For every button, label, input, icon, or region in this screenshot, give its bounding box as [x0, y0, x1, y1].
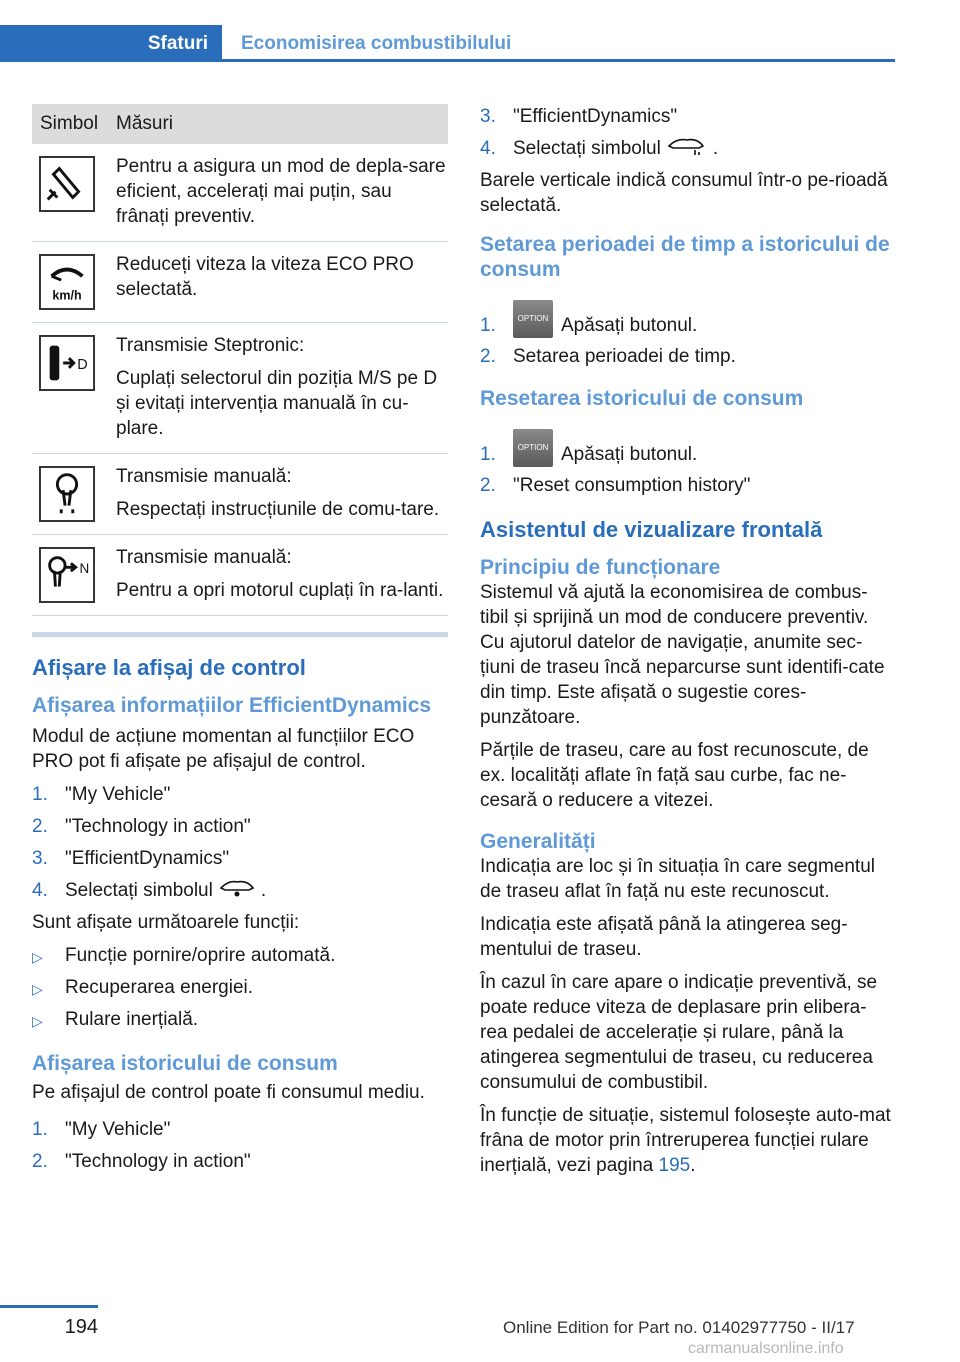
paragraph: Sistemul vă ajută la economisirea de combus-tibil și sprijină un mod de conducere preventiv. Cu ajutorul datelor de navigație, anumite sec-țiuni de traseu încă neparcurse sunt identifi-cate din timp. Este afișată o sugestie cores-punzătoare. — [480, 582, 885, 728]
table-col-measures: Măsuri — [116, 113, 174, 134]
list-item: 4. Selectați simbolul . — [480, 138, 719, 159]
table-row — [32, 323, 448, 454]
heading-principle: Principiu de funcționare — [480, 556, 721, 579]
gear-d-label: D — [77, 356, 88, 373]
list-item: 1. "My Vehicle" — [32, 784, 171, 805]
heading-forward-assistant: Asistentul de vizualizare frontală — [480, 517, 823, 542]
speedometer-icon — [39, 254, 95, 310]
speedometer-icon-label: km/h — [52, 288, 82, 303]
paragraph: Indicația este afișată până la atingerea seg-mentului de traseu. — [480, 914, 848, 960]
option-button-icon: OPTION — [513, 429, 553, 467]
paragraph: Părțile de traseu, care au fost recunoscute, de ex. localități aflate în față sau curbe, fac ne-cesară o reducere a vitezei. — [480, 740, 869, 811]
bullet-triangle-icon: ▷ — [32, 1013, 43, 1029]
car-efficiency-icon — [219, 878, 255, 898]
heading-general: Generalități — [480, 830, 596, 853]
list-item: 1. OPTION Apăsați butonul. — [480, 294, 894, 338]
table-end-rule — [32, 632, 448, 637]
paragraph: Modul de acțiune momentan al funcțiilor ECO PRO pot fi afișate pe afișajul de control. — [32, 726, 415, 772]
table-cell-text: Pentru a opri motorul cuplați în ra-lanti. — [116, 580, 444, 601]
watermark: carmanualsonline.info — [688, 1340, 844, 1357]
list-item: 3. "EfficientDynamics" — [32, 848, 230, 869]
paragraph: Barele verticale indică consumul într-o pe-rioadă selectată. — [480, 170, 888, 216]
list-item: ▷ Recuperarea energiei. — [32, 975, 452, 1007]
left-column — [32, 655, 452, 1181]
foot-pedal-icon — [39, 156, 95, 212]
list-item: 2. Setarea perioadei de timp. — [480, 346, 736, 367]
footer-rule — [0, 1305, 98, 1308]
heading-control-display: Afișare la afișaj de control — [32, 655, 306, 680]
table-cell-text: Transmisie manuală: — [116, 466, 292, 487]
list-item: ▷ Funcție pornire/oprire automată. — [32, 943, 452, 975]
table-row — [32, 144, 448, 242]
table-cell-text: Reduceți viteza la viteza ECO PRO selectată. — [116, 254, 414, 300]
paragraph: Indicația are loc și în situația în care segmentul de traseu aflat în față nu este recunoscut. — [480, 856, 875, 902]
footer-edition: Online Edition for Part no. 01402977750 - II/17 — [503, 1318, 855, 1337]
table-header — [32, 104, 448, 144]
heading-efficientdynamics: Afișarea informațiilor EfficientDynamics — [32, 694, 432, 717]
gear-selector-d-icon — [39, 335, 95, 391]
list-item: 2. "Technology in action" — [32, 816, 251, 837]
table-cell-text: Cuplați selectorul din poziția M/S pe D și evitați intervenția manuală în cu-plare. — [116, 368, 438, 439]
list-item: 3. "EfficientDynamics" — [480, 106, 678, 127]
list-item: ▷ Rulare inerțială. — [32, 1007, 452, 1039]
table-cell-text: Pentru a asigura un mod de depla-sare eficient, accelerați mai puțin, sau frânați preventiv. — [116, 156, 446, 227]
heading-set-period: Setarea perioadei de timp a istoricului de consum — [480, 233, 890, 281]
bullet-triangle-icon: ▷ — [32, 981, 43, 997]
list-item: 1. "My Vehicle" — [32, 1119, 171, 1140]
table-cell-text: Transmisie manuală: — [116, 547, 292, 568]
car-history-icon — [667, 136, 707, 156]
header-chapter: Economisirea combustibilului — [241, 33, 512, 54]
paragraph: În funcție de situație, sistemul folosește auto-mat frâna de motor prin întreruperea funcției rulare inerțială, vezi pagina 195. — [480, 1105, 891, 1176]
table-row — [32, 454, 448, 535]
table-col-symbol: Simbol — [40, 113, 99, 134]
gear-lever-icon — [39, 466, 95, 522]
gear-lever-n-icon — [39, 547, 95, 603]
page-number: 194 — [64, 1316, 98, 1338]
table-cell-text: Transmisie Steptronic: — [116, 335, 305, 356]
option-button-icon: OPTION — [513, 300, 553, 338]
heading-consumption-history: Afișarea istoricului de consum — [32, 1052, 338, 1075]
heading-reset-history: Resetarea istoricului de consum — [480, 387, 804, 410]
right-column — [480, 104, 894, 1186]
paragraph: În cazul în care apare o indicație preventivă, se poate reduce viteza de deplasare prin elibera-rea pedalei de accelerație și rulare, până la atingerea segmentului de traseu, cu reducerea consumului de combustibil. — [480, 972, 878, 1093]
paragraph: Pe afișajul de control poate fi consumul mediu. — [32, 1082, 425, 1103]
list-item: 2. "Reset consumption history" — [480, 475, 751, 496]
table-row — [32, 242, 448, 323]
header-section: Sfaturi — [147, 33, 208, 54]
paragraph: Sunt afișate următoarele funcții: — [32, 912, 300, 933]
list-item: 1. OPTION Apăsați butonul. — [480, 423, 894, 467]
table-cell-text: Respectați instrucțiunile de comu-tare. — [116, 499, 440, 520]
gear-n-label: N — [79, 561, 90, 577]
page-link[interactable]: 195 — [658, 1155, 691, 1176]
measures-table — [32, 104, 448, 637]
list-item: 4. Selectați simbolul . — [32, 880, 267, 901]
list-item: 2. "Technology in action" — [32, 1151, 251, 1172]
bullet-triangle-icon: ▷ — [32, 949, 43, 965]
table-row — [32, 535, 448, 616]
